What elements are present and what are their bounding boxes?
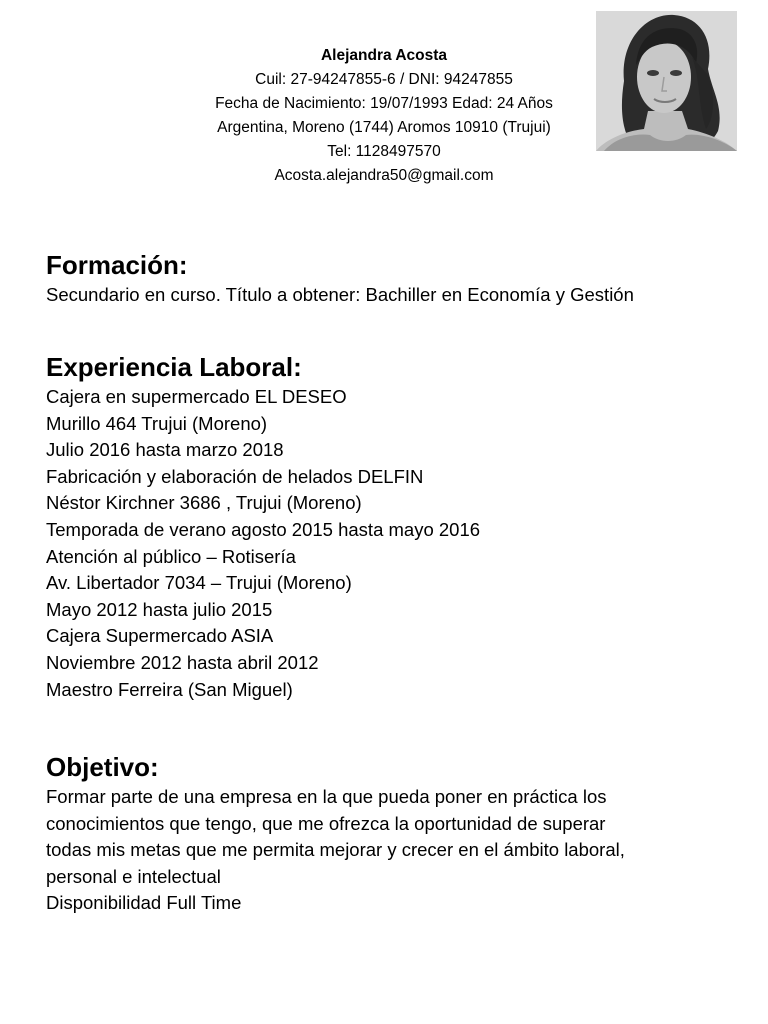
objective-line: Formar parte de una empresa en la que pueda poner en práctica los [46, 786, 607, 807]
experience-line: Néstor Kirchner 3686 , Trujui (Moreno) [46, 492, 362, 514]
experience-line: Temporada de verano agosto 2015 hasta mayo 2016 [46, 518, 481, 540]
objective-heading: Objetivo: [46, 752, 159, 782]
experience-line: Mayo 2012 hasta julio 2015 [46, 598, 273, 620]
experience-line: Julio 2016 hasta marzo 2018 [46, 439, 284, 461]
education-line: Secundario en curso. Título a obtener: Bachiller en Economía y Gestión [46, 284, 634, 305]
objective-line: todas mis metas que me permita mejorar y crecer en el ámbito laboral, [46, 839, 625, 861]
experience-line: Atención al público – Rotisería [46, 545, 296, 567]
experience-line: Maestro Ferreira (San Miguel) [46, 678, 293, 700]
experience-line: Fabricación y elaboración de helados DELFIN [46, 465, 424, 487]
profile-photo [596, 11, 737, 151]
contact-header [150, 44, 618, 188]
experience-line: Murillo 464 Trujui (Moreno) [46, 412, 268, 434]
phone: Tel: 1128497570 [327, 143, 441, 160]
experience-line: Cajera en supermercado EL DESEO [46, 386, 347, 407]
cuil-dni: Cuil: 27-94247855-6 / DNI: 94247855 [255, 71, 513, 88]
email: Acosta.alejandra50@gmail.com [274, 167, 494, 184]
experience-line: Noviembre 2012 hasta abril 2012 [46, 651, 319, 673]
education-heading: Formación: [46, 250, 188, 280]
address: Argentina, Moreno (1744) Aromos 10910 (Trujui) [217, 119, 551, 136]
experience-line: Cajera Supermercado ASIA [46, 625, 274, 647]
objective-section [46, 750, 736, 917]
candidate-name: Alejandra Acosta [320, 47, 448, 64]
experience-line: Av. Libertador 7034 – Trujui (Moreno) [46, 572, 352, 594]
objective-line: personal e intelectual [46, 865, 221, 887]
education-section [46, 248, 736, 309]
work-experience-section [46, 350, 736, 703]
work-experience-heading: Experiencia Laboral: [46, 352, 302, 382]
availability-line: Disponibilidad Full Time [46, 892, 242, 914]
birth-date-age: Fecha de Nacimiento: 19/07/1993 Edad: 24 Años [215, 95, 553, 112]
objective-line: conocimientos que tengo, que me ofrezca la oportunidad de superar [46, 812, 606, 834]
